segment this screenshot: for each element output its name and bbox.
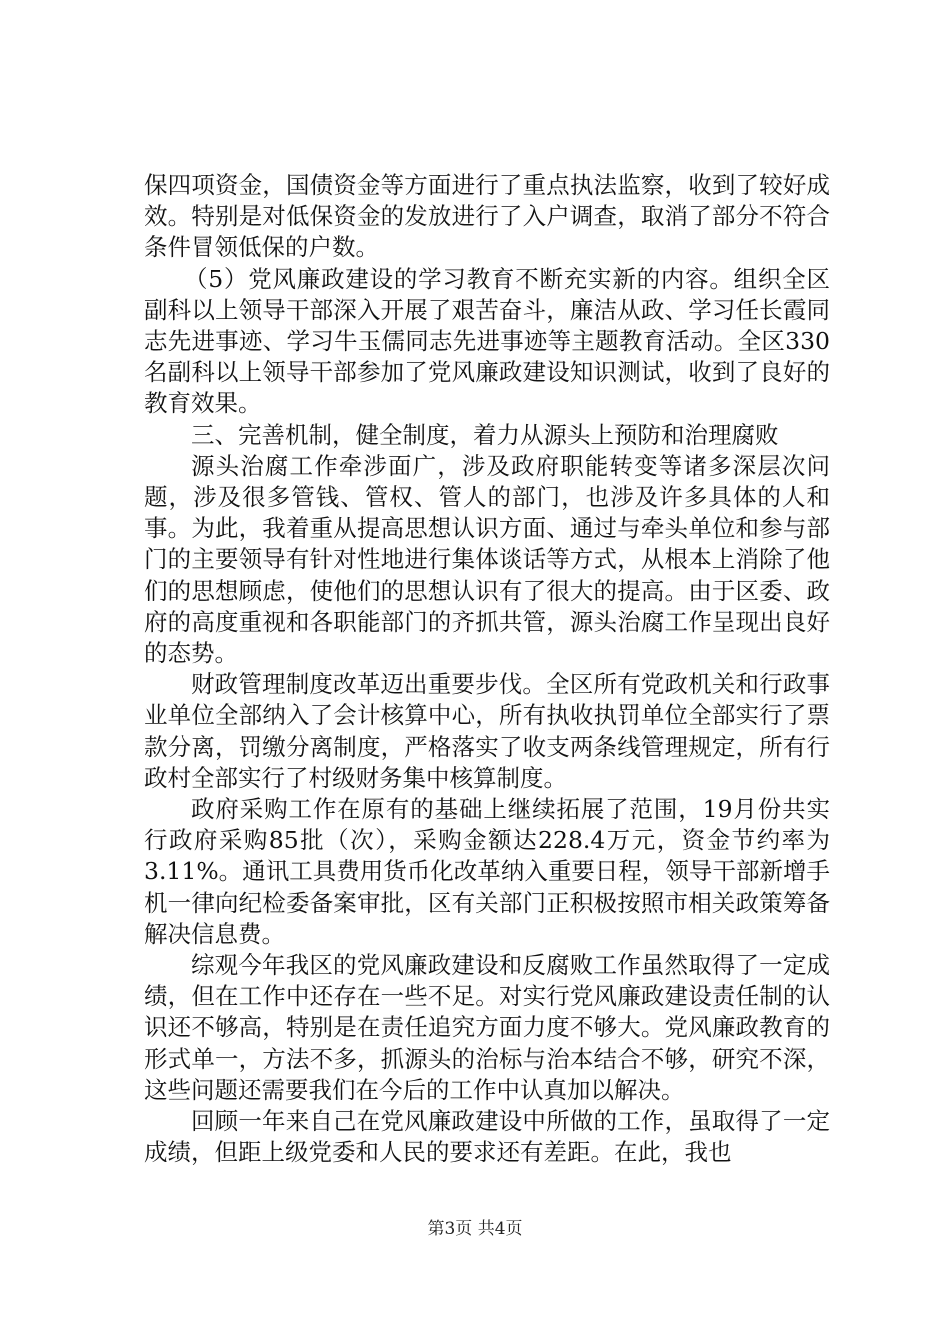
paragraph-procurement: 政府采购工作在原有的基础上继续拓展了范围，19月份共实行政府采购85批（次），采购金额达228.4万元，资金节约率为3.11%。通讯工具费用货币化改革纳入重要日程，领导干部新增手机一律向纪检委备案审批，区有关部门正积极按照市相关政策筹备解决信息费。 xyxy=(144,795,830,948)
paragraph-review: 回顾一年来自己在党风廉政建设中所做的工作，虽取得了一定成绩，但距上级党委和人民的要求还有差距。在此，我也 xyxy=(144,1107,830,1167)
paragraph-finance-reform: 财政管理制度改革迈出重要步伐。全区所有党政机关和行政事业单位全部纳入了会计核算中心，所有执收执罚单位全部实行了票款分离，罚缴分离制度，严格落实了收支两条线管理规定，所有行政村全部实行了村级财务集中核算制度。 xyxy=(144,670,830,792)
paragraph-summary: 综观今年我区的党风廉政建设和反腐败工作虽然取得了一定成绩，但在工作中还存在一些不足。对实行党风廉政建设责任制的认识还不够高，特别是在责任追究方面力度不够大。党风廉政教育的形式单一，方法不多，抓源头的治标与治本结合不够，研究不深，这些问题还需要我们在今后的工作中认真加以解决。 xyxy=(144,951,830,1104)
page-number: 第3页 共4页 xyxy=(427,1219,523,1239)
section-heading: 三、完善机制，健全制度，着力从源头上预防和治理腐败 xyxy=(191,420,779,449)
paragraph-source-governance: 源头治腐工作牵涉面广，涉及政府职能转变等诸多深层次问题，涉及很多管钱、管权、管人的部门，也涉及许多具体的人和事。为此，我着重从提高思想认识方面、通过与牵头单位和参与部门的主要领导有针对性地进行集体谈话等方式，从根本上消除了他们的思想顾虑，使他们的思想认识有了很大的提高。由于区委、政府的高度重视和各职能部门的齐抓共管，源头治腐工作呈现出良好的态势。 xyxy=(144,451,830,668)
paragraph-item-5: （5）党风廉政建设的学习教育不断充实新的内容。组织全区副科以上领导干部深入开展了艰苦奋斗，廉洁从政、学习任长霞同志先进事迹、学习牛玉儒同志先进事迹等主题教育活动。全区330名副科以上领导干部参加了党风廉政建设知识测试，收到了良好的教育效果。 xyxy=(144,264,830,418)
paragraph-continued: 保四项资金，国债资金等方面进行了重点执法监察，收到了较好成效。特别是对低保资金的发放进行了入户调查，取消了部分不符合条件冒领低保的户数。 xyxy=(144,171,830,262)
document-body xyxy=(144,170,830,1169)
